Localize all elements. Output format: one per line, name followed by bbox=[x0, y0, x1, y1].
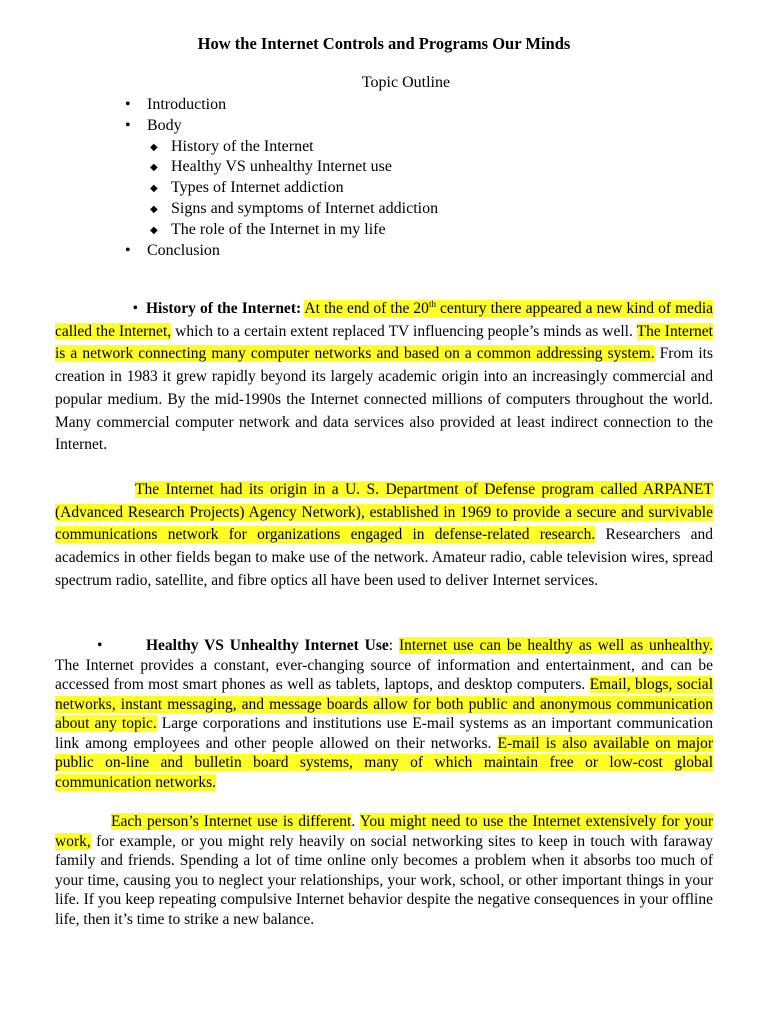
subtopic-label: Healthy VS unhealthy Internet use bbox=[171, 158, 392, 176]
outline-item bbox=[122, 95, 438, 116]
subtopic-item bbox=[147, 157, 438, 178]
internet-use-paragraph: Each person’s Internet use is different. You might need to use the Internet extensively for your work, for example, or you might rely heavily on social networking sites to keep in touch with faraway family and friends. Spending a lot of time online only becomes a problem when it absorbs too much of your time, causing you to neglect your relationships, your work, school, or other important things in your life. If you keep repeating compulsive Internet behavior despite the negative consequences in your offline life, then it’s time to strike a new balance. bbox=[55, 813, 713, 928]
body-subtopics bbox=[147, 137, 438, 241]
bullet: • bbox=[97, 637, 103, 654]
body-text: The Internet provides a constant, ever-changing source of information and entertainment, and can be accessed from most smart phones as well as tablets, laptops, and desktop computers. bbox=[55, 656, 713, 693]
outline-item-label: Body bbox=[147, 116, 182, 134]
subtopic-item bbox=[147, 178, 438, 199]
subtopic-label: Types of Internet addiction bbox=[171, 179, 344, 197]
superscript: th bbox=[428, 298, 436, 309]
subtopic-label: History of the Internet bbox=[171, 137, 314, 155]
highlighted-text: Each person’s Internet use is different bbox=[111, 813, 352, 830]
body-text: which to a certain extent replaced TV influencing people’s minds as well. bbox=[171, 322, 637, 340]
highlighted-text: E-mail is also available on major public on-line and bulletin board systems, many of which maintain free or low-cost global communication networks. bbox=[55, 734, 713, 791]
highlighted-text: The Internet is a network connecting many computer networks and based on a common addressing system. bbox=[55, 322, 713, 363]
subtopic-item bbox=[147, 137, 438, 158]
outline-heading: Topic Outline bbox=[361, 74, 451, 91]
outline-item bbox=[122, 241, 438, 262]
history-paragraph bbox=[55, 298, 713, 457]
highlighted-text: You might need to use the Internet extensively for your work, bbox=[55, 813, 713, 850]
body-text: From its creation in 1983 it grew rapidly beyond its largely academic origin into an increasingly commercial and popular medium. By the mid-1990s the Internet connected millions of computers throughout the world. Many commercial computer network and data services also provided at least indirect connection to the Internet. bbox=[55, 345, 714, 454]
subtopic-item bbox=[147, 199, 438, 220]
highlighted-text: At the end of the 20th century there appeared a new kind of media called the Internet, bbox=[55, 298, 713, 340]
arpanet-paragraph bbox=[55, 479, 713, 593]
healthy-use-paragraph: • Healthy VS Unhealthy Internet Use: Internet use can be healthy as well as unhealthy. The Internet provides a constant, ever-changing source of information and entertainment, and can be accessed from most smart phones as well as tablets, laptops, and desktop computers. Email, blogs, social networks, instant messaging, and message boards allow for both public and anonymous communication about any topic. Large corporations and institutions use E-mail systems as an important communication link among employees and other people allowed on their networks. E-mail is also available on major public on-line and bulletin board systems, many of which maintain free or low-cost global communication networks. bbox=[55, 637, 713, 791]
outline-item-label: Introduction bbox=[147, 96, 227, 113]
highlighted-text: Internet use can be healthy as well as unhealthy. bbox=[398, 637, 713, 654]
highlighted-text: Email, blogs, social networks, instant messaging, and message boards allow for both public and anonymous communication about any topic. bbox=[55, 676, 713, 732]
subtopic-label: Signs and symptoms of Internet addiction bbox=[171, 199, 439, 217]
bullet: • bbox=[132, 300, 138, 317]
body-text: for example, or you might rely heavily on social networking sites to keep in touch with faraway family and friends. Spending a lot of time online only becomes a problem when it absorbs too much of your time, causing you to neglect your relationships, your work, school, or other important things in your life. If you keep repeating compulsive Internet behavior despite the negative consequences in your offline life, then it’s time to strike a new balance. bbox=[55, 832, 713, 928]
subtopic-label: The role of the Internet in my life bbox=[171, 220, 386, 238]
outline-item bbox=[122, 116, 438, 241]
topic-outline bbox=[122, 95, 438, 261]
section-heading-healthy: Healthy VS Unhealthy Internet Use bbox=[146, 637, 389, 654]
subtopic-item bbox=[147, 220, 438, 241]
section-heading-history: History of the Internet: bbox=[146, 300, 302, 317]
document-title: How the Internet Controls and Programs Our Minds bbox=[197, 34, 571, 53]
body-text: Researchers and academics in other fields began to make use of the network. Amateur radio, cable television wires, spread spectrum radio, satellite, and fibre optics all have been used to deliver Internet services. bbox=[55, 526, 713, 589]
highlighted-text: The Internet had its origin in a U. S. Department of Defense program called ARPANET (Advanced Research Projects) Agency Network), established in 1969 to provide a secure and survivable communications network for organizations engaged in defense-related research. bbox=[55, 481, 713, 544]
body-text: Large corporations and institutions use E-mail systems as an important communication link among employees and other people allowed on their networks. bbox=[55, 715, 713, 752]
outline-item-label: Conclusion bbox=[147, 241, 220, 259]
